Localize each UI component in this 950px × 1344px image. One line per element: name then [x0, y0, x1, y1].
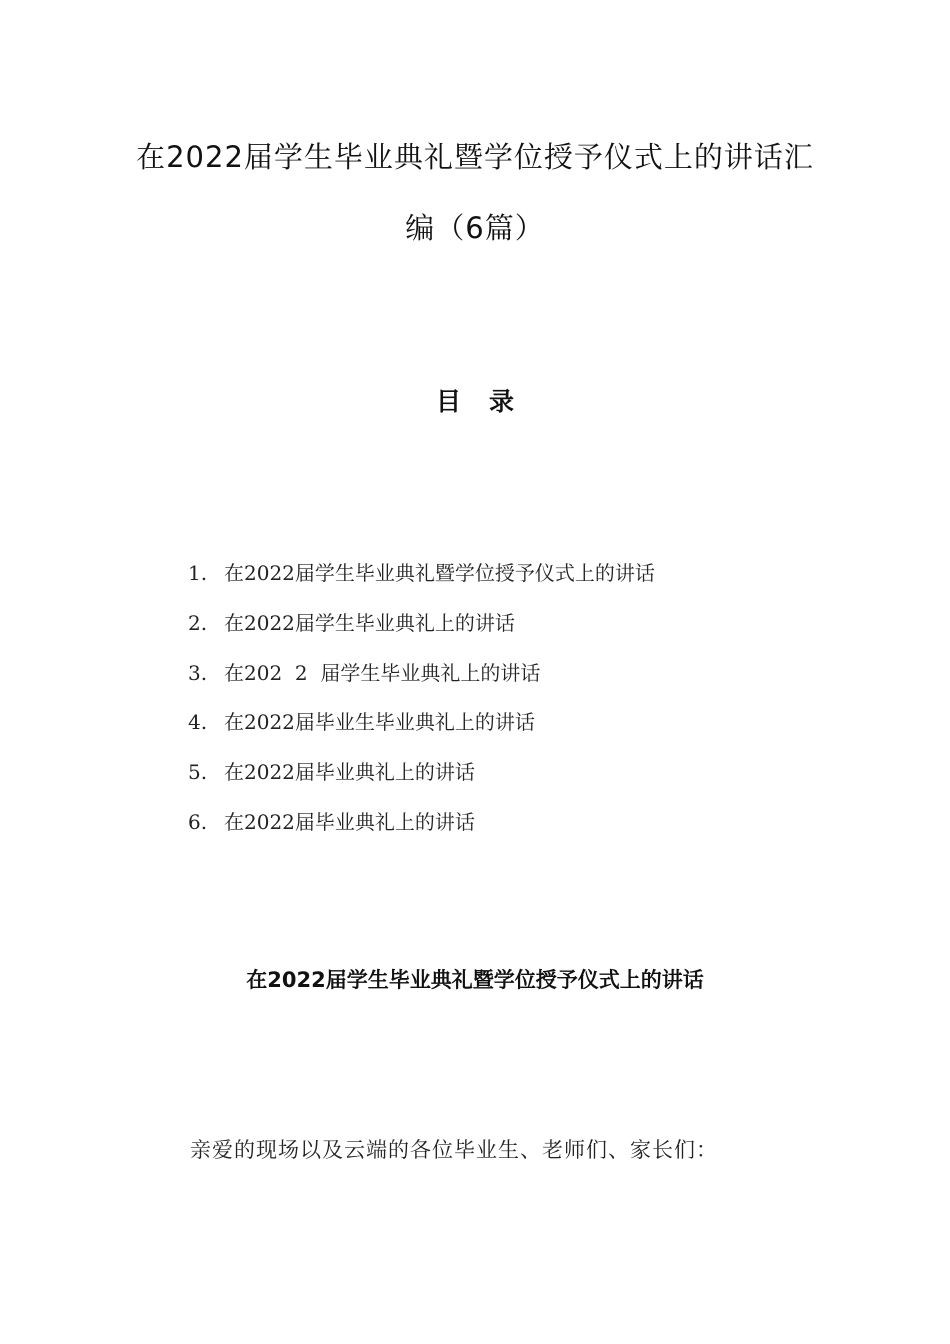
- toc-item-3[interactable]: [188, 658, 655, 708]
- toc-item-5[interactable]: [188, 757, 655, 807]
- section-title: 在2022届学生毕业典礼暨学位授予仪式上的讲话: [246, 968, 704, 992]
- toc-item-number: 5.: [188, 760, 208, 785]
- toc-item-number: 6.: [188, 809, 208, 834]
- toc-item-4[interactable]: [188, 707, 655, 757]
- toc-item-2[interactable]: [188, 608, 655, 658]
- toc-item-number: 1.: [188, 561, 208, 585]
- salutation-paragraph: 亲爱的现场以及云端的各位毕业生、老师们、家长们：: [190, 1138, 718, 1162]
- toc-heading-char-1: 目: [435, 387, 461, 416]
- toc-item-text: 在2022届毕业典礼上的讲话: [224, 809, 475, 834]
- toc-item-number: 3.: [188, 660, 208, 685]
- toc-item-text: 在2022届学生毕业典礼暨学位授予仪式上的讲话: [224, 561, 655, 585]
- toc-item-number: 2.: [188, 610, 208, 635]
- document-title-line-2: 编（6篇）: [405, 211, 545, 245]
- toc-item-text: 在202 2 届学生毕业典礼上的讲话: [224, 660, 541, 685]
- toc-item-text: 在2022届毕业典礼上的讲话: [224, 760, 475, 785]
- document-title-line-1: 在2022届学生毕业典礼暨学位授予仪式上的讲话汇: [136, 140, 814, 174]
- toc-item-6[interactable]: [188, 807, 655, 857]
- table-of-contents: [188, 558, 655, 857]
- toc-item-text: 在2022届毕业生毕业典礼上的讲话: [224, 710, 535, 735]
- toc-item-1[interactable]: [188, 558, 655, 608]
- toc-heading: [0, 382, 950, 418]
- toc-heading-char-2: 录: [489, 387, 515, 416]
- toc-item-text: 在2022届学生毕业典礼上的讲话: [224, 610, 515, 635]
- toc-item-number: 4.: [188, 710, 208, 735]
